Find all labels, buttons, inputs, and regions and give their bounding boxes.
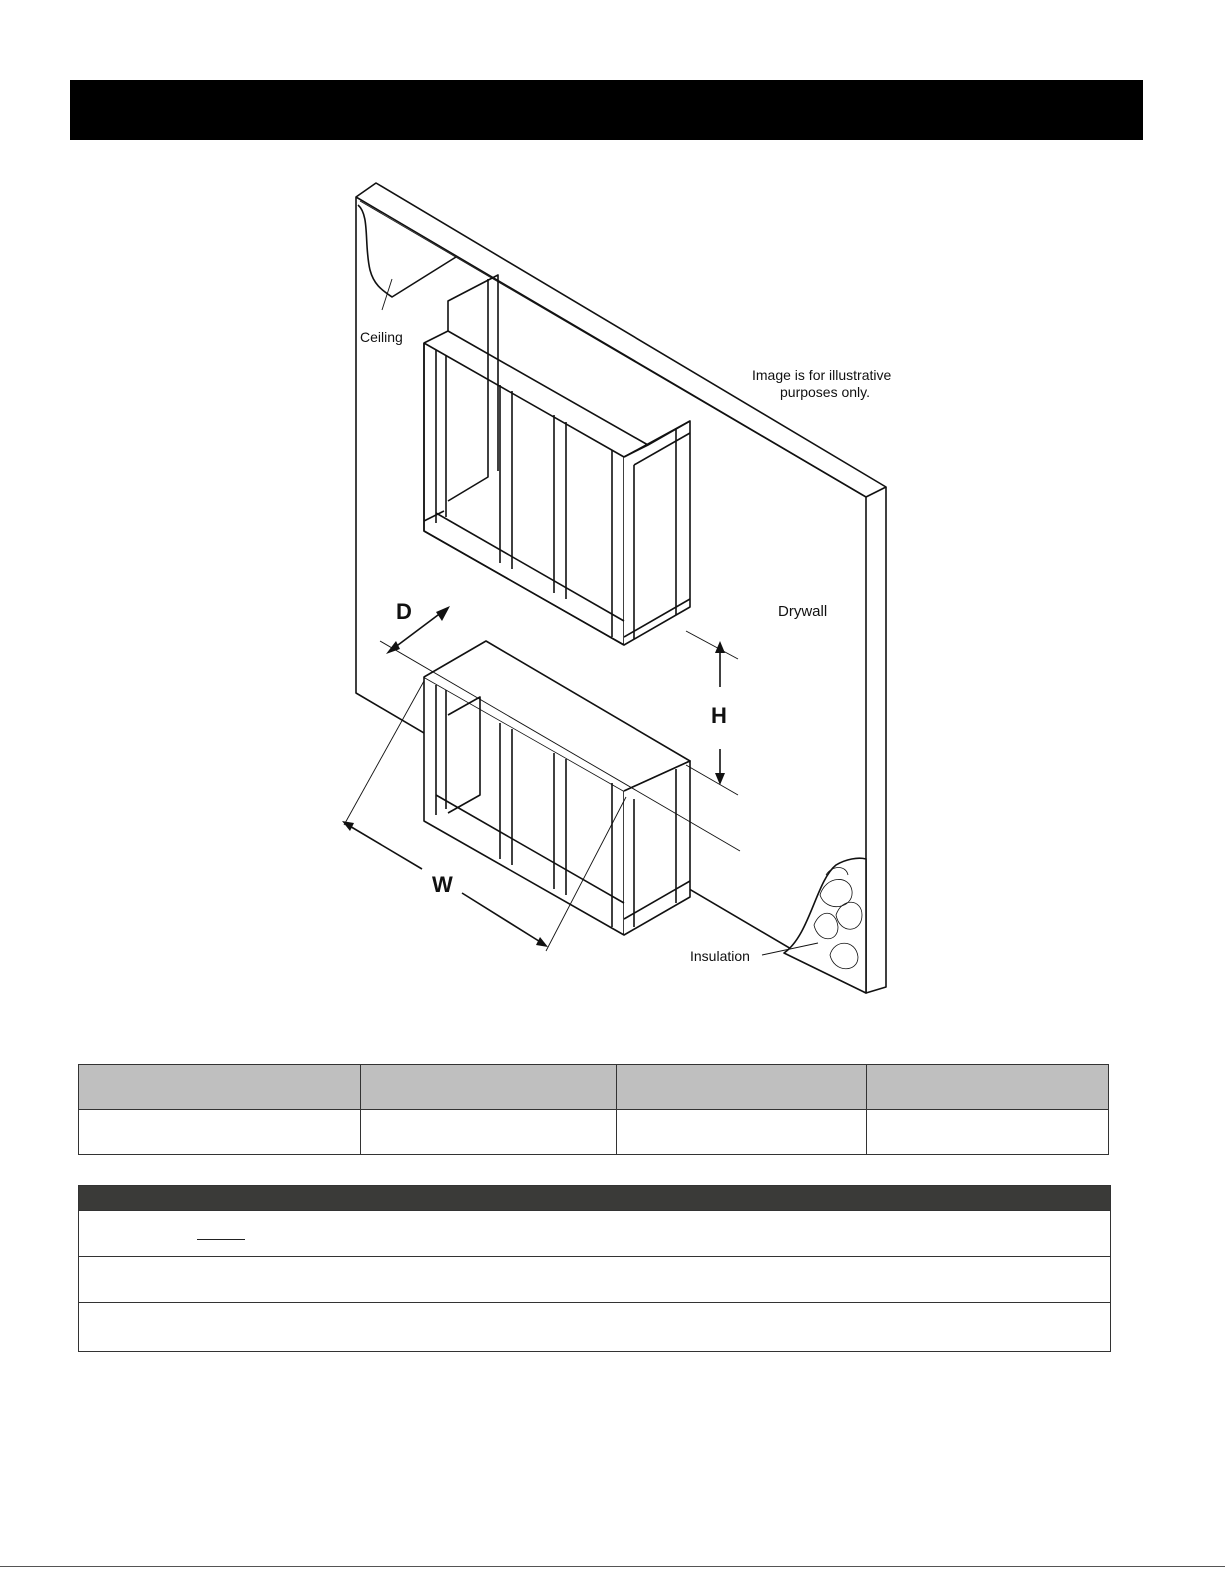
- dimension-table: [78, 1064, 1109, 1155]
- dimension-table-header-cell: [79, 1065, 361, 1110]
- section-header-bar: [70, 80, 1143, 140]
- illustrative-note-line1: Image is for illustrative: [752, 367, 892, 383]
- notes-table-row: [79, 1257, 1110, 1303]
- dimension-table-cell: [79, 1110, 361, 1155]
- dimension-table-row: [79, 1110, 1109, 1155]
- notes-table-row: [79, 1303, 1110, 1351]
- height-label: H: [711, 703, 727, 728]
- notes-table: [78, 1185, 1111, 1352]
- fill-in-blank-line: [197, 1239, 245, 1240]
- dimension-table-header-cell: [361, 1065, 617, 1110]
- wall-drawing: [330, 175, 900, 1015]
- drywall-label: Drywall: [778, 603, 828, 620]
- dimension-table-cell: [867, 1110, 1109, 1155]
- illustrative-note-line2: purposes only.: [780, 384, 871, 400]
- cabinet-installation-illustration: [330, 175, 900, 1015]
- depth-label: D: [396, 599, 412, 624]
- footer-divider: [0, 1566, 1225, 1567]
- notes-table-header: [79, 1186, 1110, 1211]
- dimension-table-cell: [617, 1110, 867, 1155]
- dimension-table-cell: [361, 1110, 617, 1155]
- dimension-table-header-cell: [867, 1065, 1109, 1110]
- insulation-label: Insulation: [690, 948, 750, 964]
- dimension-table-header-row: [79, 1065, 1109, 1110]
- ceiling-label: Ceiling: [360, 329, 403, 345]
- notes-table-row: [79, 1211, 1110, 1257]
- width-label: W: [432, 872, 453, 897]
- dimension-table-header-cell: [617, 1065, 867, 1110]
